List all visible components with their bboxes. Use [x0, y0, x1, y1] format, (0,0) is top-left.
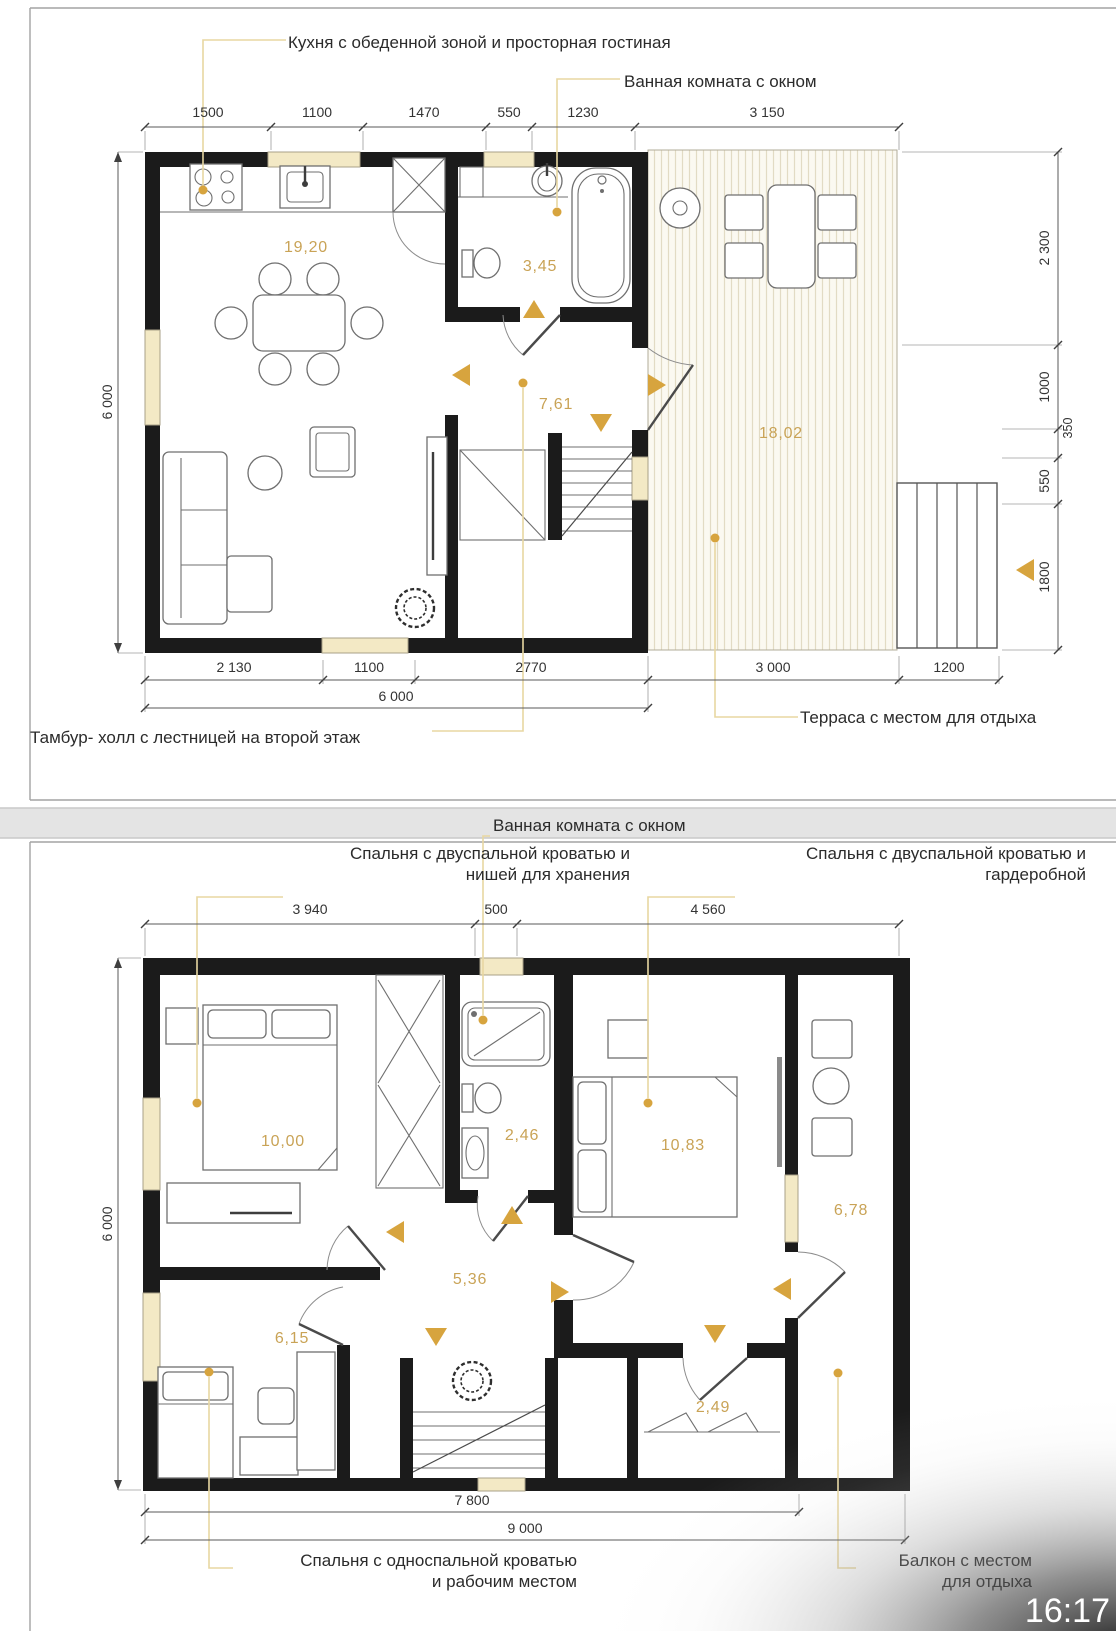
arrow-down-icon	[590, 414, 612, 432]
room-area-kitchen-living: 19,20	[283, 239, 329, 256]
terrace-chair	[725, 195, 763, 230]
callout-bathroom: Ванная комната с окном	[624, 72, 817, 91]
room-area-balcony: 6,78	[833, 1202, 869, 1219]
window	[145, 330, 160, 425]
balcony-furniture	[812, 1020, 852, 1156]
room-area-terrace: 18,02	[758, 425, 804, 442]
floor2-dims-left	[99, 958, 141, 1490]
floor2-direction-arrows	[386, 1206, 791, 1346]
dim-label: 1000	[1036, 371, 1052, 403]
window	[322, 638, 408, 653]
dim-label: 1230	[567, 104, 599, 120]
callout-bedroom2: Спальня с двуспальной кроватью и	[805, 844, 1086, 863]
dim-label: 9 000	[507, 1520, 543, 1536]
terrace-chair	[818, 195, 856, 230]
balcony-chair	[812, 1020, 852, 1058]
dim-label: 2 130	[216, 659, 252, 675]
storage-niche	[376, 975, 443, 1188]
arrow-up-icon	[425, 1328, 447, 1346]
toilet	[462, 250, 473, 277]
arrow-left-icon	[452, 364, 470, 386]
callout-bedroom2: гардеробной	[985, 865, 1086, 884]
callout-kitchen: Кухня с обеденной зоной и просторная гостиная	[288, 33, 671, 52]
dim-label: 3 000	[755, 659, 791, 675]
room-area-hall: 5,36	[452, 1271, 488, 1288]
plant-icon	[396, 589, 434, 627]
window	[484, 152, 534, 167]
terrace-chair	[725, 243, 763, 278]
dining-table	[253, 295, 345, 351]
callout-bedroom1: Спальня с двуспальной кроватью и	[349, 844, 630, 863]
room-area-hall: 7,61	[538, 396, 574, 413]
status-clock: 16:17	[1024, 1592, 1110, 1630]
tv-panel	[777, 1057, 782, 1167]
nightstand	[166, 1008, 198, 1044]
bedroom3-furniture	[158, 1352, 335, 1478]
desk	[297, 1352, 335, 1470]
cabinet	[608, 1020, 648, 1058]
dim-label: 550	[497, 104, 521, 120]
bedroom1-furniture	[166, 975, 443, 1223]
dim-label: 1500	[192, 104, 224, 120]
dresser	[167, 1183, 300, 1223]
dim-label: 7 800	[454, 1492, 490, 1508]
floor1-bathroom-fixtures	[458, 163, 630, 303]
window	[478, 1478, 525, 1491]
grill	[660, 188, 700, 228]
room-area-bedroom2: 10,83	[660, 1137, 706, 1154]
window	[143, 1098, 160, 1190]
floor1-dims-left	[99, 152, 143, 653]
balcony-table	[813, 1068, 849, 1104]
sofa	[163, 452, 227, 624]
dining-set	[215, 263, 383, 385]
dim-label: 1100	[301, 104, 333, 120]
desk-chair	[258, 1388, 294, 1424]
bedroom2-furniture	[573, 1020, 782, 1217]
callout-bedroom3: и рабочим местом	[431, 1572, 577, 1591]
floor1-stairs	[460, 447, 632, 540]
dim-label: 500	[484, 901, 508, 917]
callout-bedroom1: нишей для хранения	[465, 865, 630, 884]
dim-label: 3 150	[749, 104, 785, 120]
window	[268, 152, 360, 167]
bathtub	[572, 168, 630, 303]
dim-label: 2 300	[1036, 230, 1052, 266]
room-area-bathroom: 3,45	[522, 258, 558, 275]
arrow-left-icon	[386, 1221, 404, 1243]
plant-icon	[453, 1362, 491, 1400]
arrow-left-icon	[1016, 559, 1034, 581]
arrow-up-icon	[523, 300, 545, 318]
terrace-steps	[897, 483, 997, 648]
window	[632, 457, 648, 500]
room-area-bedroom1: 10,00	[260, 1133, 306, 1150]
terrace-table	[768, 185, 815, 288]
callout-bedroom3: Спальня с односпальной кроватью	[300, 1551, 577, 1570]
living-furniture	[163, 427, 447, 627]
callout-bathroom2: Ванная комната с окном	[493, 816, 686, 835]
tv-stand	[427, 437, 447, 575]
window	[785, 1175, 798, 1242]
arrow-left-icon	[773, 1278, 791, 1300]
dim-label: 3 940	[292, 901, 328, 917]
floor1-plan	[30, 33, 1075, 747]
callout-hall: Тамбур- холл с лестницей на второй этаж	[30, 728, 361, 747]
room-area-bathroom: 2,46	[504, 1127, 540, 1144]
dim-label: 1800	[1036, 561, 1052, 593]
callout-terrace: Терраса с местом для отдыха	[800, 708, 1037, 727]
arrow-right-icon	[551, 1281, 569, 1303]
dim-label: 1470	[408, 104, 440, 120]
window	[480, 958, 523, 975]
toilet	[462, 1084, 473, 1112]
floor1-dims-bottom	[141, 656, 1003, 712]
dim-label: 2770	[515, 659, 547, 675]
room-area-bedroom3: 6,15	[274, 1330, 310, 1347]
dim-label: 6 000	[99, 384, 115, 420]
arrow-up-icon	[501, 1206, 523, 1224]
floor2-bathroom-fixtures	[462, 1002, 550, 1178]
sofa-chaise	[227, 556, 272, 612]
arrow-down-icon	[704, 1325, 726, 1343]
dim-label: 4 560	[690, 901, 726, 917]
balcony-chair	[812, 1118, 852, 1156]
dim-label: 1100	[353, 659, 385, 675]
cabinet	[240, 1437, 298, 1475]
dim-label: 1200	[933, 659, 965, 675]
floor2-dims-top	[141, 901, 903, 956]
dim-label: 350	[1061, 417, 1075, 439]
floor1-dims-top	[141, 104, 903, 150]
dim-label: 550	[1036, 469, 1052, 493]
dim-label: 6 000	[378, 688, 414, 704]
terrace-chair	[818, 243, 856, 278]
dim-label: 6 000	[99, 1206, 115, 1242]
coffee-table	[248, 456, 282, 490]
floor2-stairs	[413, 1362, 545, 1472]
